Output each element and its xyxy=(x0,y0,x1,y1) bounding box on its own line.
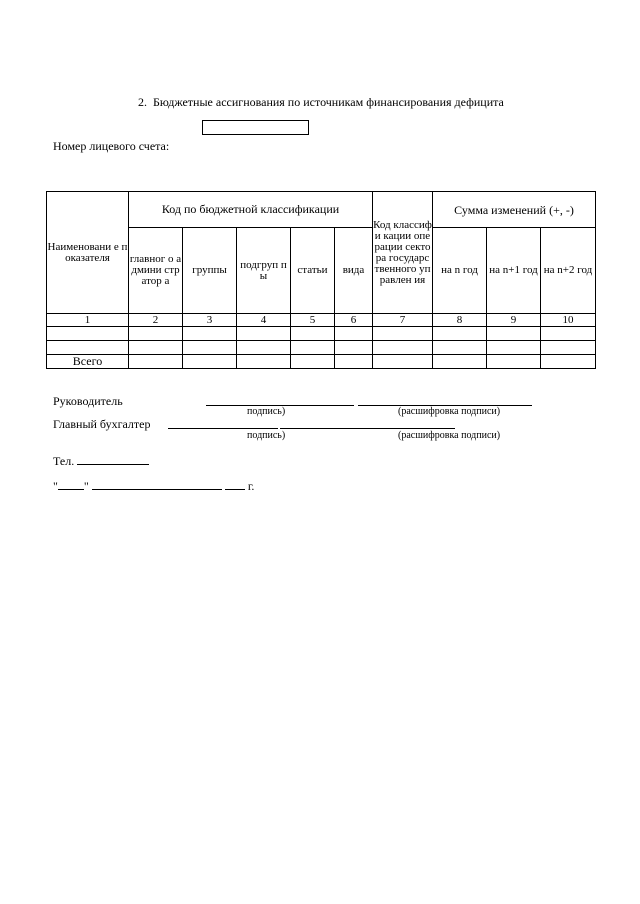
col-num: 8 xyxy=(433,314,487,327)
cell[interactable] xyxy=(487,341,541,355)
date-row xyxy=(53,479,254,494)
accountant-sign-caption: подпись) xyxy=(247,430,286,441)
cell[interactable] xyxy=(487,327,541,341)
header-row-2 xyxy=(47,228,596,314)
cell[interactable] xyxy=(433,341,487,355)
col-num: 1 xyxy=(47,314,129,327)
col-num: 2 xyxy=(129,314,183,327)
header-row-1 xyxy=(47,192,596,228)
cell[interactable] xyxy=(335,327,373,341)
cell[interactable] xyxy=(129,341,183,355)
cell[interactable] xyxy=(487,355,541,369)
col-header-year-n: на n год xyxy=(433,228,487,314)
col-num: 10 xyxy=(541,314,596,327)
cell[interactable] xyxy=(373,355,433,369)
cell[interactable] xyxy=(237,355,291,369)
head-label: Руководитель xyxy=(53,394,123,408)
quote-open: " xyxy=(53,479,58,493)
cell[interactable] xyxy=(183,341,237,355)
section-title-text: Бюджетные ассигнования по источникам финансирования дефицита xyxy=(153,95,504,109)
account-number-label: Номер лицевого счета: xyxy=(53,139,170,153)
cell[interactable] xyxy=(335,355,373,369)
col-num: 6 xyxy=(335,314,373,327)
section-title xyxy=(138,95,504,110)
head-decode-caption: (расшифровка подписи) xyxy=(398,406,501,417)
cell[interactable] xyxy=(237,327,291,341)
col-num: 9 xyxy=(487,314,541,327)
date-day-field[interactable] xyxy=(58,489,84,490)
cell[interactable] xyxy=(541,341,596,355)
col-header-kosgu: Код классифи кации операции сектора государс твенного управлен ия xyxy=(373,192,433,314)
col-header-year-n1: на n+1 год xyxy=(487,228,541,314)
cell[interactable] xyxy=(291,355,335,369)
phone-field[interactable] xyxy=(77,464,149,465)
col-group-sum-changes: Сумма изменений (+, -) xyxy=(433,192,596,228)
cell[interactable] xyxy=(541,355,596,369)
account-number-field[interactable] xyxy=(202,120,309,135)
col-header-name: Наименовани е показателя xyxy=(47,192,129,314)
cell[interactable] xyxy=(373,341,433,355)
cell[interactable] xyxy=(433,327,487,341)
table-row xyxy=(47,327,596,341)
appropriations-table xyxy=(46,191,596,369)
col-num: 4 xyxy=(237,314,291,327)
col-num: 3 xyxy=(183,314,237,327)
quote-close: " xyxy=(83,479,89,493)
col-header-year-n2: на n+2 год xyxy=(541,228,596,314)
col-group-budget-code: Код по бюджетной классификации xyxy=(129,192,373,228)
cell[interactable] xyxy=(183,355,237,369)
date-month-field[interactable] xyxy=(92,489,222,490)
cell[interactable] xyxy=(291,341,335,355)
phone-row xyxy=(53,454,149,469)
col-num: 5 xyxy=(291,314,335,327)
table-row xyxy=(47,341,596,355)
cell[interactable] xyxy=(47,341,129,355)
cell[interactable] xyxy=(433,355,487,369)
col-header-group: группы xyxy=(183,228,237,314)
column-number-row xyxy=(47,314,596,327)
cell[interactable] xyxy=(183,327,237,341)
accountant-decode-caption: (расшифровка подписи) xyxy=(398,430,501,441)
cell[interactable] xyxy=(129,355,183,369)
cell[interactable] xyxy=(129,327,183,341)
col-header-article: статьи xyxy=(291,228,335,314)
col-header-subgroup: подгруп пы xyxy=(237,228,291,314)
cell[interactable] xyxy=(335,341,373,355)
accountant-label: Главный бухгалтер xyxy=(53,417,151,431)
accountant-signature-line[interactable] xyxy=(168,428,278,429)
cell[interactable] xyxy=(291,327,335,341)
section-number: 2. xyxy=(138,95,147,109)
accountant-decode-line[interactable] xyxy=(280,428,455,429)
col-num: 7 xyxy=(373,314,433,327)
cell[interactable] xyxy=(541,327,596,341)
date-year-field[interactable] xyxy=(225,489,245,490)
head-sign-caption: подпись) xyxy=(247,406,286,417)
cell[interactable] xyxy=(237,341,291,355)
col-header-kind: вида xyxy=(335,228,373,314)
total-label: Всего xyxy=(47,355,129,369)
cell[interactable] xyxy=(373,327,433,341)
year-suffix: г. xyxy=(247,479,255,493)
phone-label: Тел. xyxy=(53,454,75,468)
cell[interactable] xyxy=(47,327,129,341)
total-row xyxy=(47,355,596,369)
col-header-admin: главног о админи стратор а xyxy=(129,228,183,314)
